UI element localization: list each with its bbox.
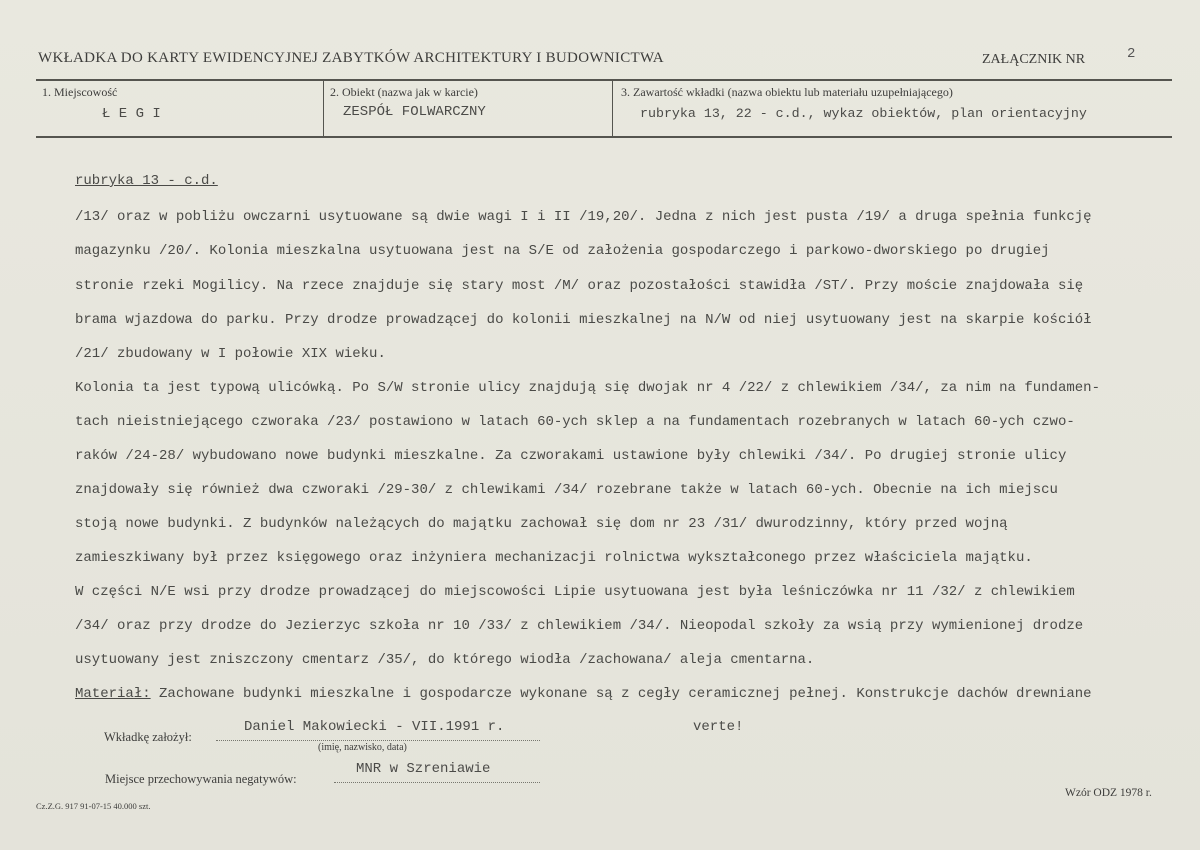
form-title: WKŁADKA DO KARTY EWIDENCYJNEJ ZABYTKÓW ARCHITEKTURY I BUDOWNICTWA bbox=[38, 50, 664, 66]
body-line: brama wjazdowa do parku. Przy drodze prowadzącej do kolonii mieszkalnej na N/W od niej usytuowany jest na skarpie kościół bbox=[75, 312, 1092, 328]
object-label: 2. Obiekt (nazwa jak w karcie) bbox=[330, 85, 478, 99]
column-divider-1 bbox=[323, 81, 324, 136]
header-bottom-rule bbox=[36, 136, 1172, 138]
negatives-value: MNR w Szreniawie bbox=[356, 761, 491, 777]
material-line bbox=[75, 685, 1092, 703]
header-top-rule bbox=[36, 79, 1172, 81]
place-label: 1. Miejscowość bbox=[42, 85, 118, 99]
contents-label: 3. Zawartość wkładki (nazwa obiektu lub materiału uzupełniającego) bbox=[621, 85, 953, 99]
founded-label: Wkładkę założył: bbox=[104, 730, 192, 744]
body-line: Kolonia ta jest typową ulicówką. Po S/W stronie ulicy znajdują się dwojak nr 4 /22/ z chlewikiem /34/, za nim na fundamen- bbox=[75, 380, 1100, 396]
material-text: Zachowane budynki mieszkalne i gospodarcze wykonane są z cegły ceramicznej pełnej. Konstrukcje dachów drewniane bbox=[150, 686, 1092, 702]
founded-value: Daniel Makowiecki - VII.1991 r. bbox=[244, 719, 505, 735]
body-line: stoją nowe budynki. Z budynków należących do majątku zachował się dom nr 23 /31/ dwurodzinny, który przed wojną bbox=[75, 516, 1008, 532]
body-line: zamieszkiwany był przez księgowego oraz inżyniera mechanizacji rolnictwa wykształconego przez właściciela majątku. bbox=[75, 550, 1033, 566]
body-line: /13/ oraz w pobliżu owczarni usytuowane są dwie wagi I i II /19,20/. Jedna z nich jest pusta /19/ a druga spełnia funkcję bbox=[75, 209, 1092, 225]
negatives-dotted-line bbox=[334, 782, 540, 783]
body-line: /34/ oraz przy drodze do Jezierzyc szkoła nr 10 /33/ z chlewikiem /34/. Nieopodal szkoły za wsią przy wymienionej drodze bbox=[75, 618, 1084, 634]
material-label: Materiał: bbox=[75, 686, 151, 702]
body-line: stronie rzeki Mogilicy. Na rzece znajduje się stary most /M/ oraz pozostałości stawidła /ST/. Przy moście znajdowała się bbox=[75, 278, 1084, 294]
body-line: W części N/E wsi przy drodze prowadzącej do miejscowości Lipie usytuowana jest była leśniczówka nr 11 /32/ z chlewikiem bbox=[75, 584, 1075, 600]
body-line: /21/ zbudowany w I połowie XIX wieku. bbox=[75, 346, 386, 362]
print-note: Cz.Z.G. 917 91-07-15 40.000 szt. bbox=[36, 801, 151, 811]
verte-note: verte! bbox=[693, 719, 744, 735]
founded-hint: (imię, nazwisko, data) bbox=[318, 742, 407, 753]
body-line: znajdowały się również dwa czworaki /29-30/ z chlewikami /34/ rozebrane także w latach 60-ych. Obecnie na ich miejscu bbox=[75, 482, 1058, 498]
negatives-label: Miejsce przechowywania negatywów: bbox=[105, 772, 297, 786]
place-value: Ł E G I bbox=[102, 106, 161, 122]
contents-value: rubryka 13, 22 - c.d., wykaz obiektów, plan orientacyjny bbox=[640, 106, 1087, 121]
section-heading: rubryka 13 - c.d. bbox=[75, 173, 218, 189]
form-model: Wzór ODZ 1978 r. bbox=[1065, 787, 1152, 799]
body-line: usytuowany jest zniszczony cmentarz /35/, do którego wiodła /zachowana/ aleja cmentarna. bbox=[75, 652, 815, 668]
body-line: raków /24-28/ wybudowano nowe budynki mieszkalne. Za czworakami ustawione były chlewiki /34/. Po drugiej stronie ulicy bbox=[75, 448, 1067, 464]
attachment-number: 2 bbox=[1127, 46, 1136, 62]
attachment-label: ZAŁĄCZNIK NR bbox=[982, 52, 1086, 67]
body-line: magazynku /20/. Kolonia mieszkalna usytuowana jest na S/E od założenia gospodarczego i parkowo-dworskiego po drugiej bbox=[75, 243, 1050, 259]
founded-dotted-line bbox=[216, 740, 540, 741]
column-divider-2 bbox=[612, 81, 613, 136]
body-line: tach nieistniejącego czworaka /23/ postawiono w latach 60-ych sklep a na fundamentach rozebranych w latach 60-ych czwo- bbox=[75, 414, 1075, 430]
object-value: ZESPÓŁ FOLWARCZNY bbox=[343, 104, 486, 120]
